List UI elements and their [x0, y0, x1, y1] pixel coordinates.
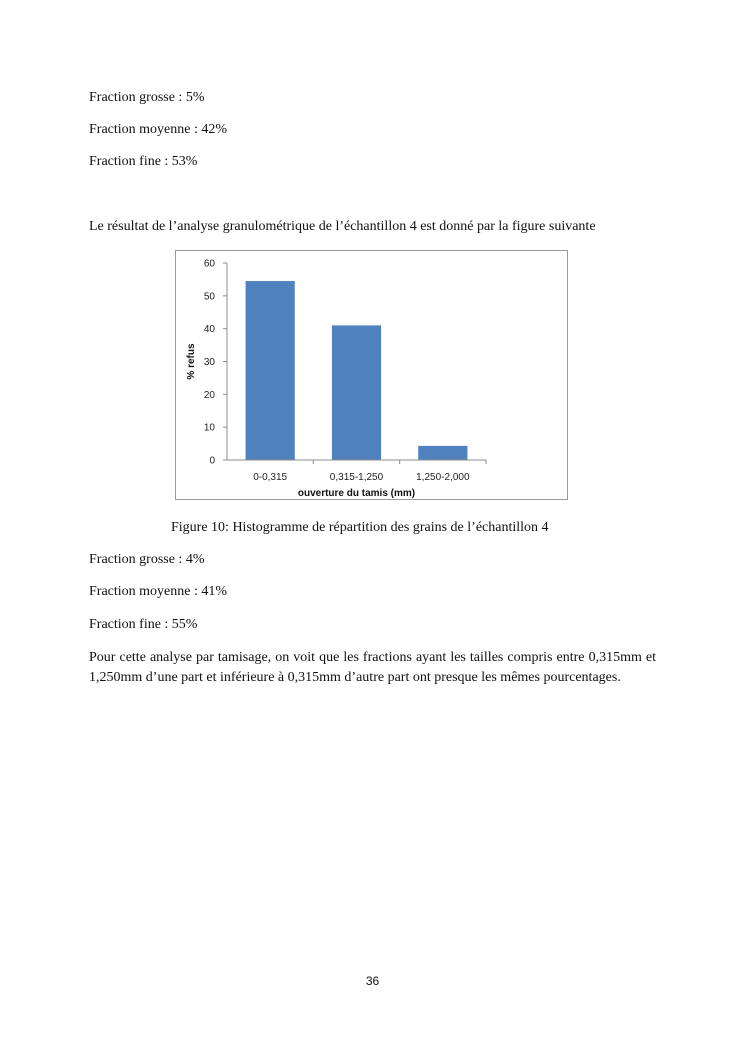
y-axis-label: % refus — [186, 343, 197, 380]
y-tick-label: 50 — [203, 291, 215, 303]
x-tick-label: 0,315-1,250 — [329, 472, 384, 483]
y-tick-label: 10 — [203, 422, 215, 434]
fraction-moyenne-text: Fraction moyenne : 42% — [89, 122, 228, 137]
result-fraction-grosse-text: Fraction grosse : 4% — [89, 552, 205, 567]
y-tick-label: 20 — [203, 389, 215, 401]
bar-2 — [332, 325, 381, 460]
figure-caption: Figure 10: Histogramme de répartition des grains de l’échantillon 4 — [171, 520, 549, 535]
y-tick-label: 60 — [203, 258, 215, 270]
fraction-fine-text: Fraction fine : 53% — [89, 154, 198, 169]
bar-chart — [176, 251, 569, 501]
x-tick-label: 0-0,315 — [253, 472, 288, 483]
intro-sentence: Le résultat de l’analyse granulométrique de l’échantillon 4 est donné par la figure suivante — [89, 219, 596, 234]
y-tick-label: 30 — [203, 357, 215, 368]
conclusion-paragraph: Pour cette analyse par tamisage, on voit que les fractions ayant les tailles compris entre 0,315mm et 1,250mm d’une part et inférieure à 0,315mm d’autre part ont presque les mêmes pourcentages. — [89, 650, 656, 685]
bar-1 — [246, 281, 295, 460]
result-fraction-fine-text: Fraction fine : 55% — [89, 617, 198, 632]
fraction-grosse-text: Fraction grosse : 5% — [89, 90, 205, 105]
x-axis-label: ouverture du tamis (mm) — [297, 488, 416, 499]
x-tick-label: 1,250-2,000 — [416, 472, 470, 483]
y-tick-label: 40 — [203, 324, 215, 336]
chart-frame — [175, 250, 568, 500]
y-tick-label: 0 — [209, 455, 215, 467]
bar-3 — [418, 446, 467, 460]
page-number: 36 — [365, 974, 380, 988]
result-fraction-moyenne-text: Fraction moyenne : 41% — [89, 584, 228, 599]
